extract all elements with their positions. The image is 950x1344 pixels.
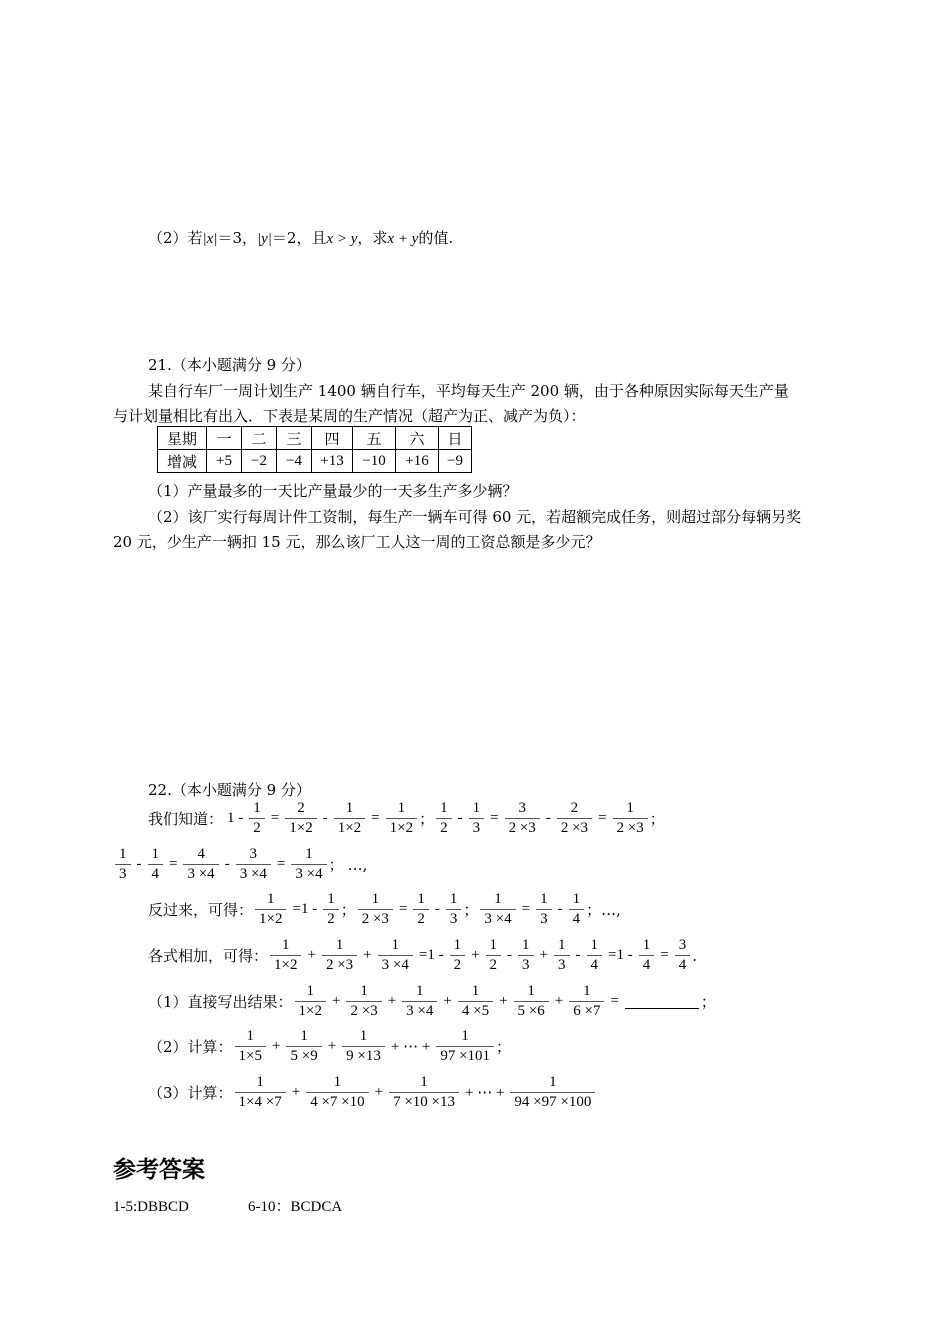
fraction [569,891,585,928]
denominator: 1×2 [270,955,301,974]
expression: x + y [387,231,419,247]
denominator: 3 ×4 [183,864,218,883]
fraction [613,800,648,837]
fraction [639,937,655,974]
text: + [332,993,341,1009]
fraction [569,983,604,1020]
text: ； [463,901,479,919]
denominator: 4 [148,864,164,883]
denominator: 4 [587,955,603,974]
table-cell: 一 [207,427,242,450]
denominator: 9 ×13 [342,1046,385,1065]
numerator: 1 [333,1074,342,1090]
numerator: 1 [522,937,530,953]
fraction [386,800,417,837]
fraction [536,891,552,928]
q21-paragraph-2: 与计划量相比有出入．下表是某周的生产情况（超产为正、减产为负）： [113,407,586,425]
fraction [236,846,271,883]
fraction [285,800,316,837]
table-cell: 星期 [158,427,207,450]
answer-blank[interactable] [625,994,699,1009]
text: =1 - [292,901,318,917]
q22-title: 22.（本小题满分 9 分） [148,781,311,799]
denominator: 3 ×4 [402,1001,437,1020]
numerator: 2 [297,800,305,816]
answers-heading: 参考答案 [113,1157,205,1183]
text: = [169,856,178,872]
denominator: 2 ×3 [505,818,540,837]
text: 反过来，可得： [148,901,254,919]
fraction [346,983,381,1020]
text: 的值. [418,229,454,247]
numerator: 1 [494,891,502,907]
text: （1）直接写出结果： [148,993,293,1011]
table-cell: 五 [353,427,396,450]
numerator: 1 [558,937,566,953]
table-cell: 三 [277,427,312,450]
text: = [398,901,408,917]
q22-sub3 [148,1074,597,1111]
text: （3）计算： [148,1084,233,1102]
numerator: 1 [335,937,344,953]
q22-known-line-2 [113,846,367,883]
numerator: 1 [256,1074,264,1090]
numerator: 1 [527,983,535,999]
table-cell: 增减 [158,450,207,473]
text: + ⋯ + [390,1039,431,1055]
answers-1-5: 1-5:DBBCD [113,1199,189,1215]
text: - [434,901,440,917]
numerator: 1 [572,891,581,907]
numerator: 1 [300,1028,308,1044]
numerator: 3 [678,937,687,953]
numerator: 1 [371,891,380,907]
denominator: 3 ×4 [236,864,271,883]
fraction [183,846,218,883]
numerator: 1 [267,891,275,907]
text: ＝3， [217,229,257,247]
text: = [521,901,531,917]
fraction [675,937,691,974]
table-row [158,450,472,473]
numerator: 1 [472,800,481,816]
denominator: 2 ×3 [346,1001,381,1020]
text: ，求 [357,229,388,247]
fraction [518,937,534,974]
abs-x: |x| [202,231,218,247]
fraction [291,846,326,883]
q21-sub1: （1）产量最多的一天比产量最少的一天多生产多少辆？ [148,482,518,500]
denominator: 1×2 [285,818,316,837]
denominator: 2 [450,955,466,974]
numerator: 1 [642,937,651,953]
q21-sub2a: （2）该厂实行每周计件工资制，每生产一辆车可得 60 元，若超额完成任务，则超过部分每辆另奖 [148,508,802,526]
text: - [224,856,230,872]
text: …, [347,855,368,874]
text: - [457,810,463,826]
table-cell: +13 [312,450,353,473]
table-cell: +16 [396,450,439,473]
fraction [235,1028,266,1065]
numerator: 1 [282,937,290,953]
fraction [249,800,265,837]
denominator: 1×4 ×7 [235,1092,286,1111]
text: - [507,947,513,963]
fraction [389,1074,459,1111]
table-cell: −4 [277,450,312,473]
denominator: 3 ×4 [291,864,326,883]
fraction [514,983,549,1020]
text: + [443,993,452,1009]
text: （2）若 [148,229,203,247]
table-cell: 二 [242,427,277,450]
numerator: 1 [253,800,261,816]
numerator: 1 [440,800,448,816]
text: =1 - [418,947,444,963]
denominator: 6 ×7 [569,1001,604,1020]
denominator: 1×2 [386,818,417,837]
text: ； [340,901,356,919]
text: = [276,856,286,872]
text: + [363,947,372,963]
numerator: 1 [449,891,458,907]
fraction [458,983,493,1020]
numerator: 1 [305,846,313,862]
fraction [115,846,131,883]
numerator: 1 [327,891,335,907]
text: + [307,947,316,963]
numerator: 3 [518,800,526,816]
fraction [413,891,429,928]
fraction [323,891,339,928]
denominator: 2 ×3 [322,955,357,974]
denominator: 2 [436,818,452,837]
q22-sub1 [148,983,716,1020]
text: + [272,1038,281,1054]
denominator: 1×5 [235,1046,266,1065]
text: ＝2，且 [271,229,327,247]
numerator: 1 [489,937,498,953]
numerator: 1 [461,1028,469,1044]
table-cell: 四 [312,427,353,450]
denominator: 1×2 [295,1001,326,1020]
text: + [387,993,397,1009]
numerator: 1 [345,800,354,816]
numerator: 1 [540,891,548,907]
denominator: 7 ×10 ×13 [389,1092,459,1111]
numerator: 3 [249,846,258,862]
fraction [486,937,502,974]
text: （2）计算： [148,1038,233,1056]
numerator: 1 [416,983,424,999]
denominator: 2 [323,909,339,928]
denominator: 4 ×5 [458,1001,493,1020]
text: ； [700,993,716,1011]
text: = [660,947,669,963]
q21-sub2b: 20 元，少生产一辆扣 15 元，那么该厂工人这一周的工资总额是多少元？ [113,533,601,551]
abs-y: |y| [257,231,272,247]
numerator: 1 [590,937,599,953]
fraction [342,1028,385,1065]
text: + ⋯ + [465,1085,505,1101]
text: 各式相加，可得： [148,947,269,965]
denominator: 1×2 [255,909,286,928]
table-cell: 日 [439,427,472,450]
fraction [469,800,485,837]
denominator: 4 [569,909,585,928]
numerator: 1 [626,800,634,816]
denominator: 5 ×9 [286,1046,321,1065]
condition: x > y [326,231,358,247]
denominator: 2 [249,818,265,837]
denominator: 3 [536,909,552,928]
text: + [327,1038,337,1054]
fraction [436,800,452,837]
numerator: 1 [306,983,315,999]
text: ； [328,856,344,874]
text: = [598,810,607,826]
numerator: 1 [417,891,425,907]
denominator: 3 ×4 [378,955,413,974]
numerator: 1 [359,1028,368,1044]
text: + [291,1084,301,1100]
text: ； [419,810,435,828]
numerator: 1 [397,800,406,816]
fraction [306,1074,368,1111]
fraction [255,891,286,928]
denominator: 2 ×3 [358,909,393,928]
table-cell: 六 [396,427,439,450]
fraction [295,983,326,1020]
fraction [334,800,365,837]
text: + [554,993,564,1009]
fraction [378,937,413,974]
text: ； [649,810,665,828]
fraction [148,846,164,883]
text: - [557,901,563,917]
numerator: 1 [391,937,399,953]
text: = [270,810,280,826]
numerator: 1 [453,937,462,953]
denominator: 4 [675,955,691,974]
fraction [554,937,570,974]
denominator: 2 ×3 [557,818,592,837]
denominator: 3 [446,909,462,928]
table-cell: −10 [353,450,396,473]
numerator: 1 [360,983,368,999]
q22-reverse-line [148,891,621,928]
numerator: 1 [583,983,591,999]
text: + [499,993,508,1009]
table-cell: +5 [207,450,242,473]
table-row [158,427,472,450]
text: + [471,947,480,963]
fraction [436,1028,494,1065]
text: 1 - [227,810,244,826]
q22-sub2 [148,1028,511,1065]
denominator: 97 ×101 [436,1046,494,1065]
text: = [610,993,619,1009]
denominator: 3 [469,818,485,837]
numerator: 1 [119,846,127,862]
fraction [446,891,462,928]
text: =1 - [608,947,633,963]
denominator: 3 [115,864,131,883]
text: - [136,856,142,872]
table-cell: −2 [242,450,277,473]
denominator: 2 ×3 [613,818,648,837]
q21-title: 21.（本小题满分 9 分） [148,356,311,374]
denominator: 3 [554,955,570,974]
question-20-part2 [148,228,453,249]
q22-sum-line [148,937,697,974]
denominator: 2 [413,909,429,928]
q21-paragraph-1: 某自行车厂一周计划生产 1400 辆自行车，平均每天生产 200 辆，由于各种原因实际每天生产量 [148,382,789,400]
text: = [371,810,380,826]
denominator: 4 ×7 ×10 [306,1092,368,1111]
fraction [358,891,393,928]
numerator: 2 [570,800,579,816]
numerator: 4 [197,846,205,862]
numerator: 1 [471,983,480,999]
text: = [490,810,499,826]
denominator: 3 [518,955,534,974]
fraction [322,937,357,974]
denominator: 94 ×97 ×100 [510,1092,595,1111]
numerator: 1 [549,1074,557,1090]
fraction [480,891,515,928]
fraction [450,937,466,974]
fraction [587,937,603,974]
fraction [235,1074,286,1111]
text: - [575,947,581,963]
table-cell: −9 [439,450,472,473]
fraction [270,937,301,974]
numerator: 1 [420,1074,428,1090]
fraction [510,1074,595,1111]
fraction [557,800,592,837]
q22-known-line-1 [148,800,665,837]
denominator: 4 [639,955,655,974]
fraction [286,1028,321,1065]
denominator: 3 ×4 [480,909,515,928]
fraction [505,800,540,837]
production-table [157,426,472,473]
text: 我们知道： [148,810,224,828]
text: . [692,946,697,965]
numerator: 1 [246,1028,255,1044]
denominator: 1×2 [334,818,365,837]
text: - [545,810,551,826]
answers-6-10: 6-10：BCDCA [248,1199,343,1215]
numerator: 1 [151,846,159,862]
denominator: 2 [486,955,502,974]
text: + [374,1084,384,1100]
text: + [539,947,549,963]
fraction [402,983,437,1020]
denominator: 5 ×6 [514,1001,549,1020]
text: ； [496,1038,512,1056]
text: ；…, [586,901,621,919]
text: - [322,810,328,826]
